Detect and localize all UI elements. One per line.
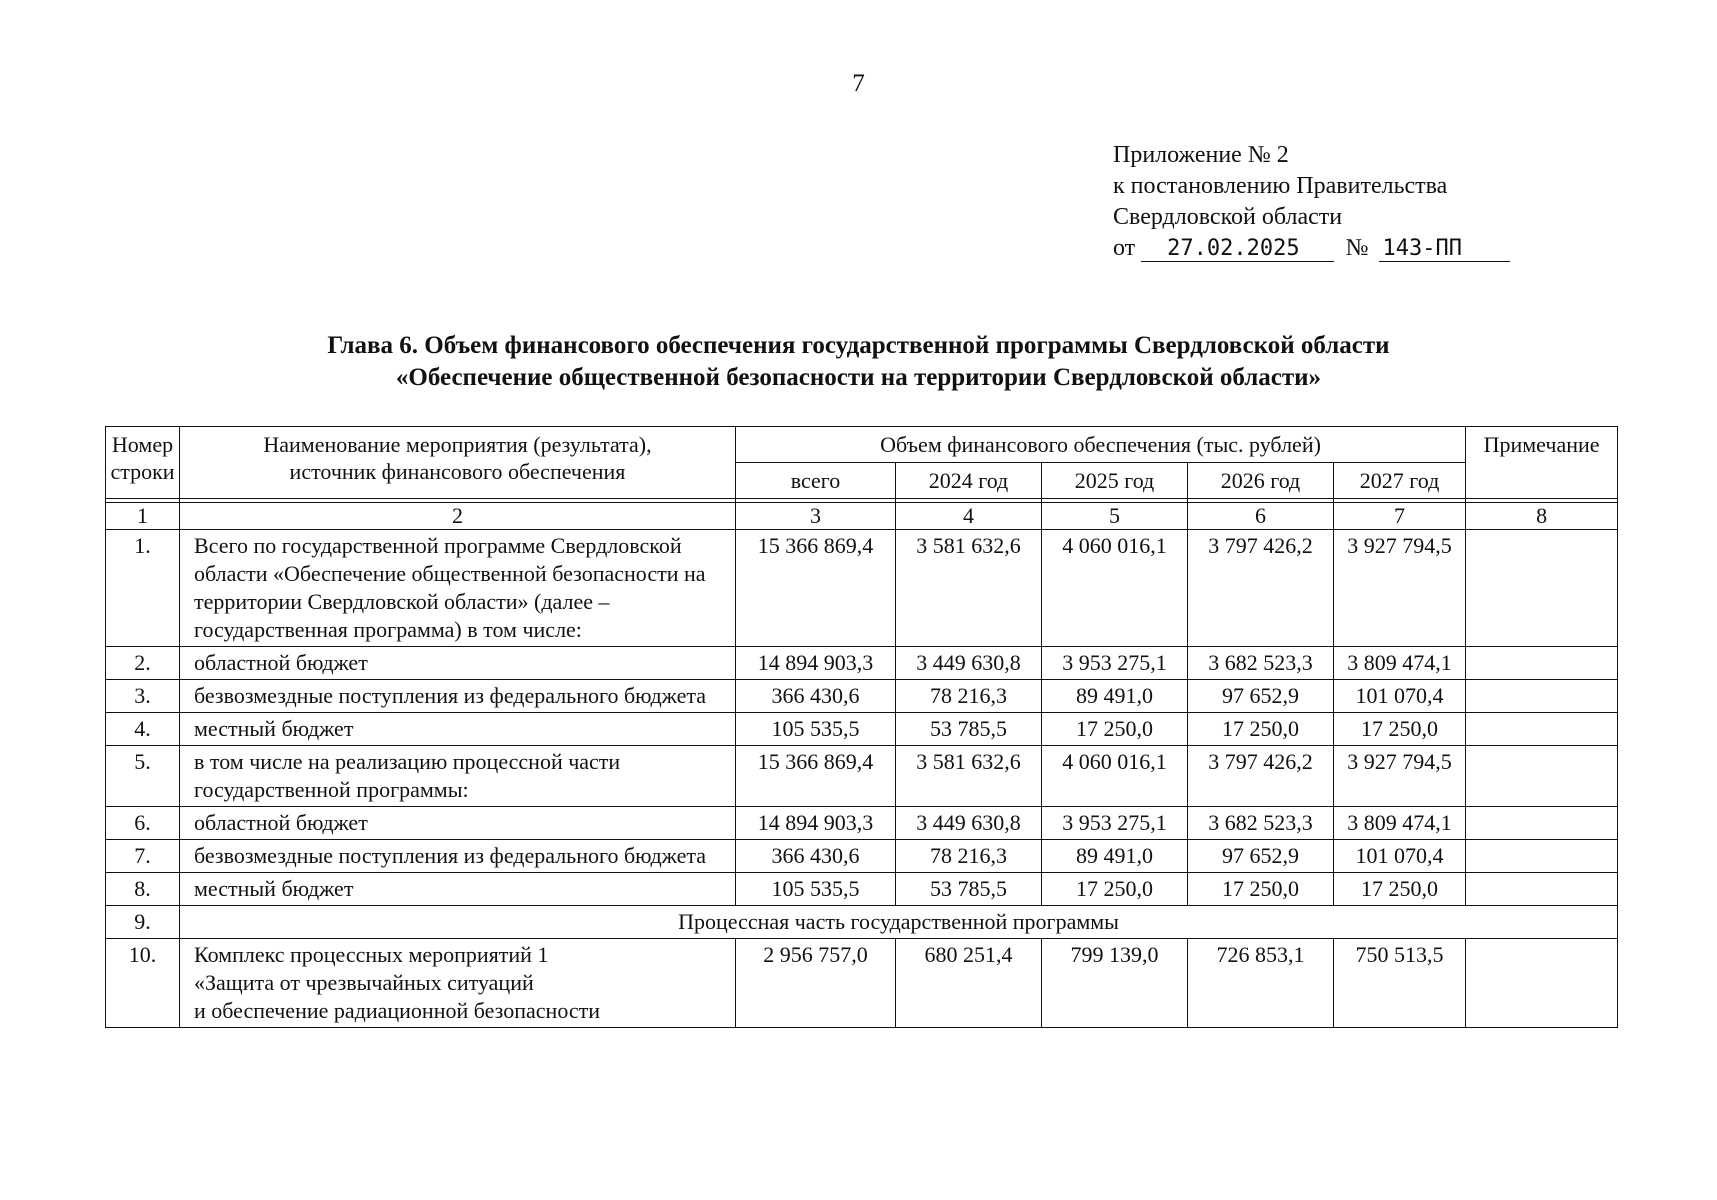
column-number: 5 (1042, 503, 1188, 530)
cell-2027: 101 070,4 (1334, 840, 1466, 873)
row-name: Всего по государственной программе Свердловской области «Обеспечение общественной безопасности на территории Свердловской области» (далее – государственная программа) в том числе: (180, 530, 736, 647)
cell-2026: 97 652,9 (1188, 840, 1334, 873)
table-row (106, 939, 1618, 1028)
cell-2025: 3 953 275,1 (1042, 647, 1188, 680)
appendix-line-3: Свердловской области (1113, 204, 1343, 230)
row-name: областной бюджет (180, 647, 736, 680)
cell-total: 15 366 869,4 (736, 530, 896, 647)
financing-table (105, 426, 1618, 1028)
cell-note (1466, 680, 1618, 713)
cell-2027: 3 809 474,1 (1334, 647, 1466, 680)
cell-2024: 78 216,3 (896, 680, 1042, 713)
cell-2026: 726 853,1 (1188, 939, 1334, 1028)
row-name: безвозмездные поступления из федерального бюджета (180, 680, 736, 713)
cell-2024: 78 216,3 (896, 840, 1042, 873)
column-number: 4 (896, 503, 1042, 530)
header-2027: 2027 год (1334, 463, 1466, 499)
date-prefix: от (1113, 235, 1136, 261)
cell-2024: 3 449 630,8 (896, 647, 1042, 680)
cell-2025: 89 491,0 (1042, 840, 1188, 873)
cell-2024: 3 581 632,6 (896, 530, 1042, 647)
cell-2026: 3 797 426,2 (1188, 530, 1334, 647)
header-row-number: Номер строки (106, 427, 180, 499)
cell-2024: 3 449 630,8 (896, 807, 1042, 840)
row-number: 4. (106, 713, 180, 746)
row-number: 2. (106, 647, 180, 680)
cell-note (1466, 713, 1618, 746)
row-name: безвозмездные поступления из федерального бюджета (180, 840, 736, 873)
table-row (106, 840, 1618, 873)
cell-2026: 17 250,0 (1188, 873, 1334, 906)
row-number: 3. (106, 680, 180, 713)
cell-2027: 17 250,0 (1334, 873, 1466, 906)
cell-2026: 3 797 426,2 (1188, 746, 1334, 807)
cell-total: 14 894 903,3 (736, 647, 896, 680)
header-2025: 2025 год (1042, 463, 1188, 499)
row-number: 1. (106, 530, 180, 647)
column-number: 8 (1466, 503, 1618, 530)
cell-2025: 4 060 016,1 (1042, 746, 1188, 807)
chapter-heading (0, 330, 1717, 394)
column-number: 6 (1188, 503, 1334, 530)
row-name-line: и обеспечение радиационной безопасности (194, 998, 601, 1023)
column-number-row (106, 503, 1618, 530)
number-prefix: № (1345, 235, 1369, 261)
row-number: 6. (106, 807, 180, 840)
table-row (106, 713, 1618, 746)
table-row (106, 680, 1618, 713)
cell-note (1466, 873, 1618, 906)
cell-total: 14 894 903,3 (736, 807, 896, 840)
column-number: 2 (180, 503, 736, 530)
cell-2025: 17 250,0 (1042, 713, 1188, 746)
cell-total: 366 430,6 (736, 840, 896, 873)
row-name: областной бюджет (180, 807, 736, 840)
row-number: 7. (106, 840, 180, 873)
cell-note (1466, 939, 1618, 1028)
cell-2026: 3 682 523,3 (1188, 647, 1334, 680)
column-number: 1 (106, 503, 180, 530)
column-number: 7 (1334, 503, 1466, 530)
cell-2027: 3 809 474,1 (1334, 807, 1466, 840)
table-row (106, 873, 1618, 906)
header-name: Наименование мероприятия (результата), источник финансового обеспечения (180, 427, 736, 499)
row-name-line: «Защита от чрезвычайных ситуаций (194, 970, 534, 995)
cell-total: 2 956 757,0 (736, 939, 896, 1028)
table-row (106, 807, 1618, 840)
header-2026: 2026 год (1188, 463, 1334, 499)
row-name (180, 939, 736, 1028)
cell-2025: 17 250,0 (1042, 873, 1188, 906)
table-header-row (106, 427, 1618, 463)
row-name: местный бюджет (180, 713, 736, 746)
row-name: в том числе на реализацию процессной части государственной программы: (180, 746, 736, 807)
cell-2025: 799 139,0 (1042, 939, 1188, 1028)
cell-2027: 101 070,4 (1334, 680, 1466, 713)
cell-total: 105 535,5 (736, 873, 896, 906)
cell-2024: 3 581 632,6 (896, 746, 1042, 807)
row-number: 9. (106, 906, 180, 939)
header-2024: 2024 год (896, 463, 1042, 499)
header-volume: Объем финансового обеспечения (тыс. рублей) (736, 427, 1466, 463)
cell-note (1466, 807, 1618, 840)
table-row (106, 647, 1618, 680)
cell-2024: 53 785,5 (896, 873, 1042, 906)
section-title: Процессная часть государственной программы (180, 906, 1618, 939)
cell-total: 15 366 869,4 (736, 746, 896, 807)
row-name: местный бюджет (180, 873, 736, 906)
decree-date: 27.02.2025 (1141, 237, 1333, 262)
row-name-line: Комплекс процессных мероприятий 1 (194, 942, 549, 967)
cell-2026: 3 682 523,3 (1188, 807, 1334, 840)
page-number: 7 (852, 70, 865, 97)
section-row (106, 906, 1618, 939)
row-number: 8. (106, 873, 180, 906)
heading-line-2: «Обеспечение общественной безопасности на территории Свердловской области» (395, 364, 1322, 391)
appendix-date-line (1113, 233, 1510, 264)
cell-2025: 89 491,0 (1042, 680, 1188, 713)
cell-total: 105 535,5 (736, 713, 896, 746)
heading-line-1: Глава 6. Объем финансового обеспечения государственной программы Свердловской области (327, 332, 1390, 359)
cell-2026: 17 250,0 (1188, 713, 1334, 746)
column-number: 3 (736, 503, 896, 530)
row-number: 10. (106, 939, 180, 1028)
cell-2027: 3 927 794,5 (1334, 746, 1466, 807)
cell-note (1466, 647, 1618, 680)
appendix-block (1113, 140, 1510, 264)
cell-2026: 97 652,9 (1188, 680, 1334, 713)
cell-2024: 53 785,5 (896, 713, 1042, 746)
cell-2025: 4 060 016,1 (1042, 530, 1188, 647)
cell-2024: 680 251,4 (896, 939, 1042, 1028)
cell-2025: 3 953 275,1 (1042, 807, 1188, 840)
decree-number: 143-ПП (1379, 237, 1510, 262)
table-row (106, 530, 1618, 647)
cell-note (1466, 530, 1618, 647)
table-row (106, 746, 1618, 807)
cell-total: 366 430,6 (736, 680, 896, 713)
appendix-line-1: Приложение № 2 (1113, 142, 1289, 168)
cell-2027: 750 513,5 (1334, 939, 1466, 1028)
row-number: 5. (106, 746, 180, 807)
header-total: всего (736, 463, 896, 499)
cell-2027: 3 927 794,5 (1334, 530, 1466, 647)
header-note: Примечание (1466, 427, 1618, 499)
appendix-line-2: к постановлению Правительства (1113, 173, 1448, 199)
cell-note (1466, 746, 1618, 807)
cell-note (1466, 840, 1618, 873)
cell-2027: 17 250,0 (1334, 713, 1466, 746)
